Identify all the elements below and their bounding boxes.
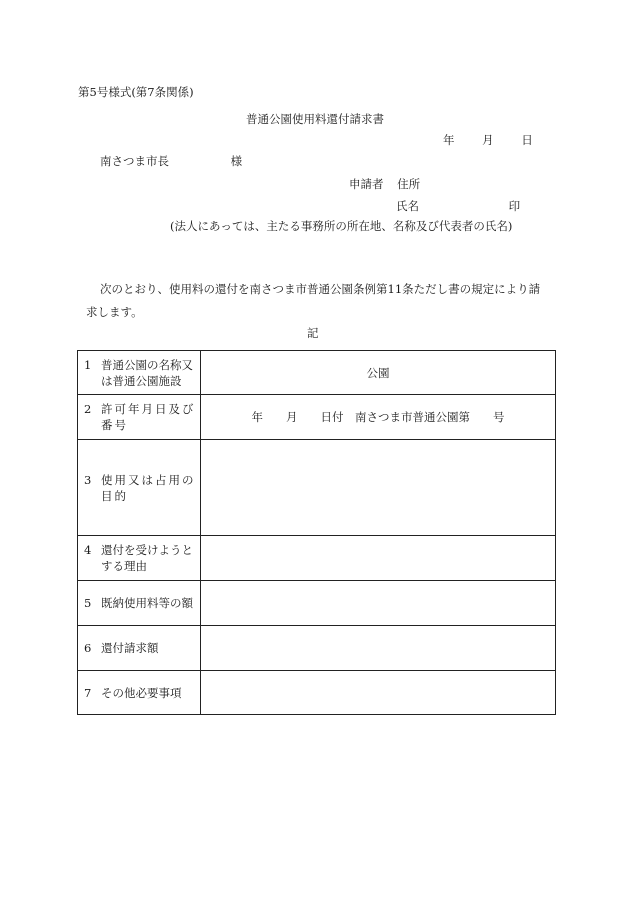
addressee	[100, 155, 242, 169]
row-label: 還付を受けようとする理由	[101, 543, 193, 573]
body-text-line1: 次のとおり、使用料の還付を南さつま市普通公園条例第11条ただし書の規定により請	[100, 282, 541, 296]
row-number: 6	[84, 641, 92, 655]
date-day: 日	[521, 133, 533, 147]
seal-mark: 印	[508, 199, 521, 213]
row-label: 使用又は占用の目的	[101, 472, 196, 503]
row-number: 1	[84, 357, 92, 372]
row-value[interactable]: 年 月 日付 南さつま市普通公園第 号	[201, 395, 556, 440]
table-row	[78, 581, 556, 626]
row-label: 既納使用料等の額	[101, 596, 193, 610]
row-label: 還付請求額	[101, 641, 159, 655]
corporate-note: (法人にあっては、主たる事務所の所在地、名称及び代表者の氏名)	[170, 219, 513, 233]
applicant-label: 申請者	[349, 177, 384, 191]
table-row	[78, 536, 556, 581]
row-value[interactable]	[201, 671, 556, 715]
details-table	[77, 350, 556, 715]
form-number: 第5号様式(第7条関係)	[78, 85, 194, 99]
addressee-honorific: 様	[230, 154, 243, 168]
body-text-line2: 求します。	[86, 305, 143, 319]
row-number: 3	[84, 472, 92, 487]
row-number: 5	[84, 596, 92, 610]
row-value[interactable]	[201, 536, 556, 581]
date-line	[443, 134, 533, 148]
table-row	[78, 626, 556, 671]
row-label: 許可年月日及び番号	[101, 402, 196, 432]
row-label: 普通公園の名称又は普通公園施設	[101, 357, 193, 388]
row-number: 4	[84, 543, 92, 557]
ki-mark: 記	[307, 326, 319, 340]
addressee-name: 南さつま市長	[100, 154, 169, 168]
row-label: その他必要事項	[101, 685, 182, 700]
row-value[interactable]	[201, 626, 556, 671]
row-value[interactable]	[201, 581, 556, 626]
date-year: 年	[443, 133, 455, 147]
table-row	[78, 440, 556, 536]
applicant-name	[396, 200, 520, 214]
table-row	[78, 351, 556, 395]
row-number: 2	[84, 402, 92, 416]
applicant-address	[349, 178, 420, 192]
date-month: 月	[482, 133, 494, 147]
document-title: 普通公園使用料還付請求書	[246, 112, 384, 126]
row-number: 7	[84, 685, 92, 700]
row-value[interactable]	[201, 440, 556, 536]
address-label: 住所	[397, 177, 421, 191]
row-value[interactable]: 公園	[201, 351, 556, 395]
table-row	[78, 671, 556, 715]
table-row	[78, 395, 556, 440]
name-label: 氏名	[396, 199, 419, 213]
